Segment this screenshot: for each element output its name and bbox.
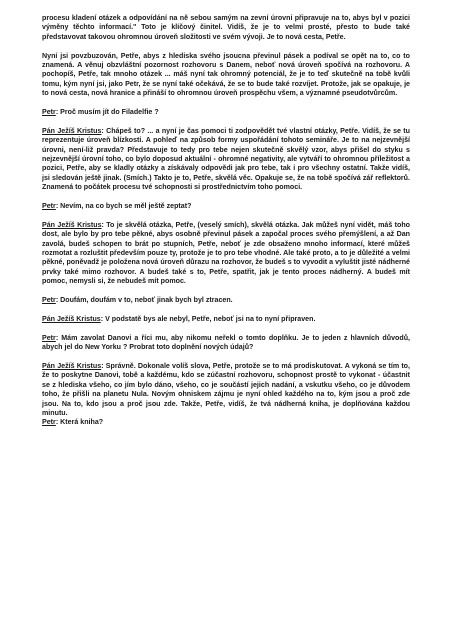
paragraph-4 — [42, 127, 410, 193]
paragraph-2 — [42, 52, 410, 99]
speaker-name: Pán Ježíš Kristus — [42, 314, 101, 323]
speaker-name: Petr — [42, 418, 56, 427]
paragraph-text: : V podstatě bys ale nebyl, Petře, neboť jsi na to nyní připraven. — [100, 314, 316, 323]
paragraph-text: : Která kniha? — [55, 418, 104, 427]
speaker-name: Pán Ježíš Kristus — [42, 220, 102, 229]
paragraph-8 — [42, 315, 410, 324]
paragraph-9 — [42, 334, 410, 353]
paragraph-11 — [42, 418, 410, 427]
paragraph-5 — [42, 202, 410, 211]
paragraph-text: procesu kladení otázek a odpovídání na ně sebou samým na zevní úrovni připravuje na to, abys byl v pozici výměny těchto informací." Toto je klíčový činitel. Vidíš, že je to velmi prosté, přesto to bude také představovat takovou ohromnou úroveň složitosti ve svém vývoji. Je to nová cesta, Petře. — [42, 14, 410, 41]
paragraph-text: : To je skvělá otázka, Petře, (veselý smích), skvělá otázka. Jak můžeš nyní vidět, máš toho dost, ale bylo by pro tebe pěkné, abys osobně převinul pásek a započal proces svého přemýšlení, a až Dan zavolá, budeš schopen to brát po stupních, Petře, neboť je zde obsaženo mnoho informací, které můžeš rozmotat a rozluštit především pouze ty, protože je to pro tebe vhodné. Ale také proto, a to je důležité a velmi pěkné, poněvadž je položena nová úroveň důrazu na rozhovor, že budeš s to vyvodit a vyluštit jisté nádherné prvky také mimo rozhovor. A budeš také s to, Petře, spatřit, jak je tento proces nádherný. A budeš mít pomoc, nemysli si, že nebudeš mít pomoc. — [42, 220, 411, 286]
speaker-name: Petr — [42, 108, 56, 117]
paragraph-text: : Správně. Dokonale volíš slova, Petře, protože se to má prodiskutovat. A vykoná se tím to, že to poskytne Danovi, tobě a každému, kdo se zúčastní rozhovoru, schopnost prostě to vykonat - účastnit se z hlediska všeho, co jím bylo dáno, všeho, co je součástí jejich nadání, a vskutku všeho, co je důvodem toho, že přišli na planetu Nula. Novým ohniskem zájmu je nyní ohled každého na to, kým jsou a proč zde jsou. Na to, kdo jsou a proč jsou zde. Takže, Petře, vidíš, že tvá nádherná kniha, je doplňována každou minutu. — [42, 361, 410, 417]
paragraph-text: Nyní jsi povzbuzován, Petře, abys z hlediska svého jsoucna převinul pásek a podíval se opět na to, co to znamená. A věnuj obzvláštní pozornost rozhovoru s Danem, neboť nová úroveň spočívá na rozhovoru. A pochopíš, Petře, tak mnoho otázek ... máš nyní tak ohromný potenciál, že je to teď skutečně na tobě kvůli tomu, kým nyní jsi, jako Petr, že se nyní také očekává, že se to bude také rozvíjet. Protože, jak se opakuje, je to nová cesta, nová hranice a přináší to ohromnou úroveň prospěchu všem, a významné pseudotvůrcům. — [42, 51, 410, 98]
paragraph-text: : Doufám, doufám v to, neboť jinak bych byl ztracen. — [55, 296, 233, 305]
speaker-name: Petr — [42, 296, 56, 305]
paragraph-10 — [42, 362, 410, 418]
paragraph-3 — [42, 108, 410, 117]
speaker-name: Petr — [42, 333, 56, 342]
paragraph-text: : Mám zavolat Danovi a říci mu, aby nikomu neřekl o tomto doplňku. Je to jeden z hlavních důvodů, abych jel do New Yorku ? Probrat toto doplnění nových údajů? — [42, 333, 410, 352]
paragraph-1 — [42, 14, 410, 42]
paragraph-7 — [42, 296, 410, 305]
speaker-name: Pán Ježíš Kristus — [42, 361, 102, 370]
paragraph-text: : Chápeš to? ... a nyní je čas pomoci ti zodpovědět tvé vlastní otázky, Petře. Vidíš, že se tu reprezentuje úroveň blízkosti. A pohleď na způsob formy uspořádání tohoto semináře. Je to na nejzevnější úrovni, není-liž pravda? Představuje to tedy pro tebe nejen skutečně skvělý vzor, abys přišel do styku s nejzevnější úrovní toho, co bylo doposud aktuální - ohromné negativity, ale vytváří to ohromnou příležitost a pozici, Petře, aby se kladly otázky a získávaly odpovědi jak pro tebe, tak i pro všechny ostatní. Takže vidíš, jsi sledován ještě jinak. (Smích.) Takto je to, Petře, skvělá věc. Opakuje se, že na tobě spočívá zář reflektorů. Znamená to počátek procesu tvé schopnosti si prostřednictvím toho pomoci. — [42, 126, 410, 192]
paragraph-6 — [42, 221, 410, 287]
paragraph-text: : Proč musím jít do Filadelfie ? — [55, 108, 159, 117]
paragraph-text: : Nevím, na co bych se měl ještě zeptat? — [55, 202, 192, 211]
speaker-name: Petr — [42, 202, 56, 211]
speaker-name: Pán Ježíš Kristus — [42, 126, 102, 135]
